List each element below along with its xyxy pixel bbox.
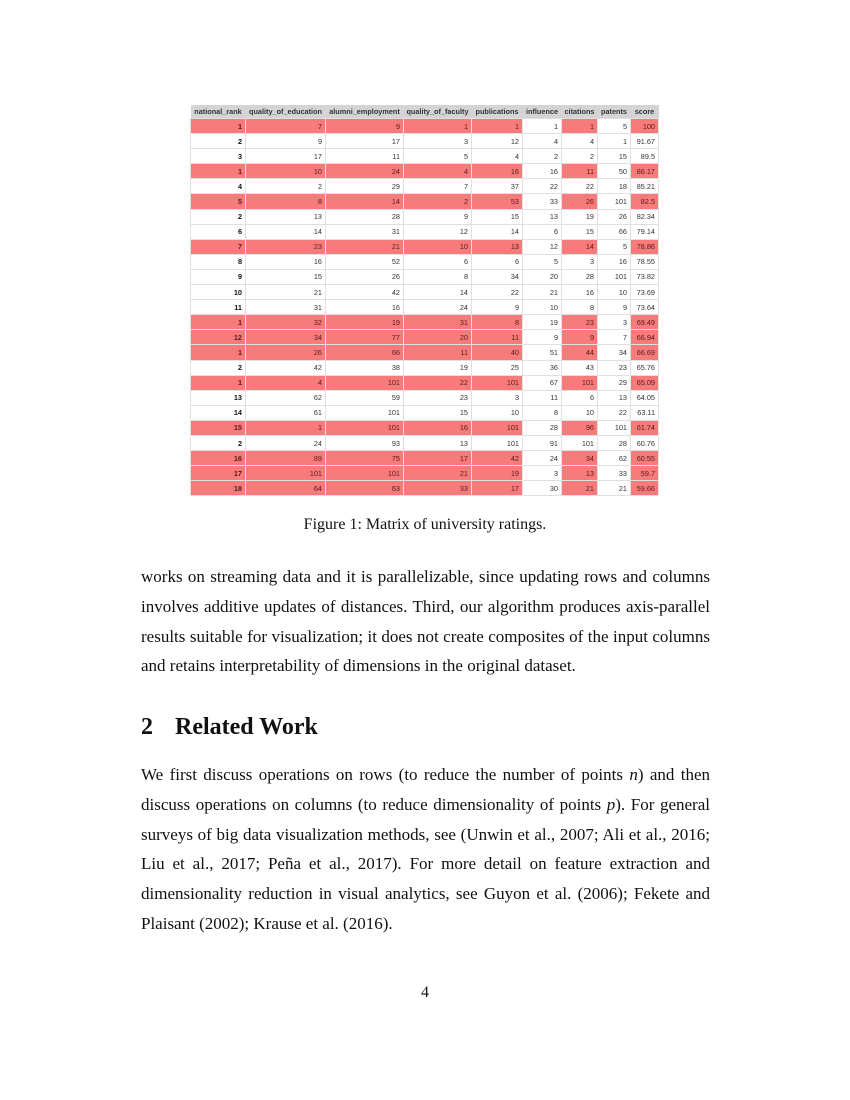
- table-cell: 22: [598, 405, 631, 420]
- table-cell: 59: [326, 390, 404, 405]
- table-cell: 24: [326, 164, 404, 179]
- table-cell: 42: [472, 451, 523, 466]
- table-cell: 25: [472, 360, 523, 375]
- body-paragraph: [141, 760, 710, 939]
- table-cell: 32: [246, 315, 326, 330]
- table-cell: 75: [326, 451, 404, 466]
- table-row: [191, 330, 659, 345]
- table-cell: 21: [326, 239, 404, 254]
- table-cell: 69.49: [631, 315, 659, 330]
- table-cell: 91: [523, 435, 562, 450]
- table-cell: 31: [246, 300, 326, 315]
- table-cell: 13: [472, 239, 523, 254]
- table-row: [191, 119, 659, 134]
- table-row: [191, 179, 659, 194]
- table-cell: 22: [404, 375, 472, 390]
- table-cell: 18: [598, 179, 631, 194]
- table-cell: 78.55: [631, 254, 659, 269]
- table-cell: 8: [523, 405, 562, 420]
- table-cell: 66.69: [631, 345, 659, 360]
- table-cell: 86.17: [631, 164, 659, 179]
- table-cell: 73.64: [631, 300, 659, 315]
- table-cell: 33: [598, 466, 631, 481]
- table-cell: 82.34: [631, 209, 659, 224]
- table-cell: 3: [404, 134, 472, 149]
- table-cell: 21: [246, 285, 326, 300]
- table-cell: 62: [598, 451, 631, 466]
- table-cell: 1: [191, 315, 246, 330]
- table-cell: 10: [598, 285, 631, 300]
- table-cell: 24: [523, 451, 562, 466]
- table-cell: 73.82: [631, 269, 659, 284]
- table-cell: 5: [598, 119, 631, 134]
- table-cell: 101: [598, 269, 631, 284]
- table-row: [191, 149, 659, 164]
- table-cell: 7: [246, 119, 326, 134]
- table-cell: 19: [404, 360, 472, 375]
- table-cell: 15: [246, 269, 326, 284]
- table-cell: 10: [191, 285, 246, 300]
- table-cell: 77: [326, 330, 404, 345]
- table-row: [191, 451, 659, 466]
- table-cell: 14: [562, 239, 598, 254]
- table-cell: 1: [191, 375, 246, 390]
- table-cell: 15: [191, 420, 246, 435]
- university-ratings-table: [190, 105, 659, 496]
- table-cell: 16: [523, 164, 562, 179]
- table-cell: 13: [246, 209, 326, 224]
- table-row: [191, 134, 659, 149]
- table-cell: 3: [562, 254, 598, 269]
- table-cell: 31: [326, 224, 404, 239]
- table-cell: 22: [472, 285, 523, 300]
- table-cell: 14: [246, 224, 326, 239]
- table-row: [191, 285, 659, 300]
- table-cell: 101: [326, 420, 404, 435]
- table-cell: 3: [523, 466, 562, 481]
- table-cell: 101: [326, 375, 404, 390]
- table-cell: 101: [598, 420, 631, 435]
- table-row: [191, 481, 659, 496]
- table-cell: 1: [598, 134, 631, 149]
- table-cell: 64.05: [631, 390, 659, 405]
- table-cell: 2: [191, 134, 246, 149]
- table-cell: 1: [191, 119, 246, 134]
- table-cell: 34: [598, 345, 631, 360]
- table-cell: 8: [562, 300, 598, 315]
- table-cell: 63: [326, 481, 404, 496]
- table-cell: 1: [562, 119, 598, 134]
- table-cell: 20: [404, 330, 472, 345]
- table-cell: 16: [326, 300, 404, 315]
- table-cell: 42: [326, 285, 404, 300]
- table-cell: 9: [562, 330, 598, 345]
- table-cell: 59.66: [631, 481, 659, 496]
- table-row: [191, 224, 659, 239]
- table-cell: 2: [246, 179, 326, 194]
- table-row: [191, 254, 659, 269]
- table-cell: 13: [562, 466, 598, 481]
- table-cell: 37: [472, 179, 523, 194]
- table-cell: 6: [404, 254, 472, 269]
- table-cell: 101: [326, 405, 404, 420]
- table-cell: 11: [191, 300, 246, 315]
- table-cell: 10: [562, 405, 598, 420]
- table-cell: 9: [404, 209, 472, 224]
- table-cell: 96: [562, 420, 598, 435]
- table-cell: 2: [523, 149, 562, 164]
- table-cell: 31: [404, 315, 472, 330]
- table-cell: 59.7: [631, 466, 659, 481]
- table-cell: 22: [562, 179, 598, 194]
- table-row: [191, 360, 659, 375]
- table-row: [191, 194, 659, 209]
- table-cell: 13: [404, 435, 472, 450]
- table-cell: 21: [562, 481, 598, 496]
- column-header: publications: [472, 105, 523, 119]
- table-cell: 7: [404, 179, 472, 194]
- table-cell: 61: [246, 405, 326, 420]
- table-cell: 101: [472, 420, 523, 435]
- table-cell: 14: [191, 405, 246, 420]
- table-cell: 8: [246, 194, 326, 209]
- table-cell: 28: [523, 420, 562, 435]
- table-cell: 9: [472, 300, 523, 315]
- table-cell: 6: [523, 224, 562, 239]
- table-header-row: [191, 105, 659, 119]
- table-cell: 91.67: [631, 134, 659, 149]
- table-cell: 23: [598, 360, 631, 375]
- table-cell: 5: [404, 149, 472, 164]
- table-cell: 21: [598, 481, 631, 496]
- table-cell: 19: [472, 466, 523, 481]
- table-cell: 60.76: [631, 435, 659, 450]
- figure-caption: Figure 1: Matrix of university ratings.: [303, 516, 547, 533]
- table-cell: 2: [191, 435, 246, 450]
- table-cell: 66: [598, 224, 631, 239]
- table-cell: 14: [472, 224, 523, 239]
- table-cell: 16: [191, 451, 246, 466]
- column-header: score: [631, 105, 659, 119]
- table-cell: 33: [523, 194, 562, 209]
- table-cell: 28: [562, 269, 598, 284]
- table-cell: 79.14: [631, 224, 659, 239]
- table-cell: 52: [326, 254, 404, 269]
- table-cell: 64: [246, 481, 326, 496]
- table-cell: 63.11: [631, 405, 659, 420]
- table-cell: 5: [598, 239, 631, 254]
- column-header: quality_of_faculty: [404, 105, 472, 119]
- table-cell: 85.21: [631, 179, 659, 194]
- table-row: [191, 435, 659, 450]
- table-cell: 2: [562, 149, 598, 164]
- table-cell: 2: [191, 209, 246, 224]
- table-cell: 13: [523, 209, 562, 224]
- table-cell: 42: [246, 360, 326, 375]
- table-cell: 100: [631, 119, 659, 134]
- table-cell: 65.76: [631, 360, 659, 375]
- table-cell: 34: [472, 269, 523, 284]
- table-cell: 9: [523, 330, 562, 345]
- table-cell: 65.09: [631, 375, 659, 390]
- table-cell: 1: [472, 119, 523, 134]
- table-cell: 73.69: [631, 285, 659, 300]
- table-cell: 1: [246, 420, 326, 435]
- table-cell: 11: [562, 164, 598, 179]
- table-cell: 101: [598, 194, 631, 209]
- table-cell: 2: [191, 360, 246, 375]
- table-cell: 36: [523, 360, 562, 375]
- table-cell: 101: [562, 435, 598, 450]
- table-row: [191, 209, 659, 224]
- column-header: quality_of_education: [246, 105, 326, 119]
- table-cell: 26: [326, 269, 404, 284]
- table-cell: 13: [598, 390, 631, 405]
- table-cell: 60.55: [631, 451, 659, 466]
- column-header: citations: [562, 105, 598, 119]
- column-header: national_rank: [191, 105, 246, 119]
- table-cell: 17: [472, 481, 523, 496]
- math-variable: p: [606, 794, 616, 814]
- table-cell: 6: [472, 254, 523, 269]
- table-cell: 3: [598, 315, 631, 330]
- table-row: [191, 300, 659, 315]
- table-cell: 13: [191, 390, 246, 405]
- table-cell: 101: [562, 375, 598, 390]
- table-cell: 22: [523, 179, 562, 194]
- math-variable: n: [629, 765, 638, 784]
- table-cell: 66: [326, 345, 404, 360]
- table-cell: 6: [191, 224, 246, 239]
- table-cell: 16: [246, 254, 326, 269]
- text-run: ). For general surveys of big data visualization methods, see (Unwin et al., 2007; Ali et al., 2016; Liu et al., 2017; Peña et al., 2017). For more detail on feature extraction and dimensionality reduction in visual analytics, see Guyon et al. (2006); Fekete and Plaisant (2002); Krause et al. (2016).: [141, 794, 710, 933]
- table-cell: 21: [404, 466, 472, 481]
- table-cell: 10: [404, 239, 472, 254]
- table-cell: 9: [191, 269, 246, 284]
- table-cell: 16: [562, 285, 598, 300]
- table-row: [191, 164, 659, 179]
- table-cell: 101: [472, 435, 523, 450]
- table-cell: 5: [191, 194, 246, 209]
- table-cell: 15: [598, 149, 631, 164]
- table-cell: 4: [562, 134, 598, 149]
- table-cell: 44: [562, 345, 598, 360]
- table-cell: 34: [562, 451, 598, 466]
- column-header: influence: [523, 105, 562, 119]
- table-cell: 9: [246, 134, 326, 149]
- table-cell: 1: [523, 119, 562, 134]
- table-cell: 9: [326, 119, 404, 134]
- table-cell: 11: [326, 149, 404, 164]
- table-row: [191, 405, 659, 420]
- table-cell: 4: [191, 179, 246, 194]
- table-cell: 7: [191, 239, 246, 254]
- table-row: [191, 466, 659, 481]
- table-cell: 3: [191, 149, 246, 164]
- table-cell: 17: [404, 451, 472, 466]
- table-cell: 24: [404, 300, 472, 315]
- table-cell: 4: [523, 134, 562, 149]
- table-row: [191, 420, 659, 435]
- table-cell: 8: [191, 254, 246, 269]
- text-run: We first discuss operations on rows (to reduce the number of points: [141, 765, 630, 784]
- section-heading: [141, 714, 318, 741]
- table-cell: 101: [472, 375, 523, 390]
- table-cell: 26: [598, 209, 631, 224]
- table-cell: 29: [326, 179, 404, 194]
- table-cell: 16: [404, 420, 472, 435]
- table-cell: 4: [246, 375, 326, 390]
- table-row: [191, 390, 659, 405]
- table-cell: 89.5: [631, 149, 659, 164]
- table-cell: 18: [191, 481, 246, 496]
- table-cell: 34: [246, 330, 326, 345]
- table-cell: 23: [404, 390, 472, 405]
- table-cell: 19: [326, 315, 404, 330]
- section-number: 2: [141, 714, 153, 740]
- column-header: patents: [598, 105, 631, 119]
- table-cell: 17: [326, 134, 404, 149]
- table-cell: 6: [562, 390, 598, 405]
- table-cell: 16: [598, 254, 631, 269]
- table-cell: 1: [191, 345, 246, 360]
- body-paragraph: works on streaming data and it is parallelizable, since updating rows and columns involves additive updates of distances. Third, our algorithm produces axis-parallel results suitable for visualization; it does not create composites of the input columns and retains interpretability of dimensions in the original dataset.: [141, 567, 710, 676]
- table-row: [191, 375, 659, 390]
- table-cell: 26: [246, 345, 326, 360]
- table-cell: 12: [523, 239, 562, 254]
- table-cell: 28: [326, 209, 404, 224]
- table-cell: 16: [472, 164, 523, 179]
- table-cell: 11: [404, 345, 472, 360]
- table-cell: 14: [326, 194, 404, 209]
- text-run: ) and then discuss operations on columns (to reduce dimensionality of points: [141, 765, 710, 814]
- table-cell: 3: [472, 390, 523, 405]
- table-cell: 21: [523, 285, 562, 300]
- table-cell: 29: [598, 375, 631, 390]
- column-header: alumni_employment: [326, 105, 404, 119]
- table-cell: 10: [246, 164, 326, 179]
- table-cell: 4: [472, 149, 523, 164]
- table-cell: 38: [326, 360, 404, 375]
- table-row: [191, 269, 659, 284]
- table-cell: 28: [598, 435, 631, 450]
- table-cell: 17: [246, 149, 326, 164]
- table-cell: 20: [523, 269, 562, 284]
- table-cell: 23: [562, 315, 598, 330]
- table-cell: 62: [246, 390, 326, 405]
- table-cell: 4: [404, 164, 472, 179]
- table-cell: 17: [191, 466, 246, 481]
- table-cell: 10: [472, 405, 523, 420]
- table-cell: 51: [523, 345, 562, 360]
- table-cell: 14: [404, 285, 472, 300]
- table-cell: 53: [472, 194, 523, 209]
- table-cell: 11: [523, 390, 562, 405]
- table-cell: 15: [562, 224, 598, 239]
- table-cell: 61.74: [631, 420, 659, 435]
- table-cell: 66.94: [631, 330, 659, 345]
- table-cell: 101: [246, 466, 326, 481]
- table-cell: 40: [472, 345, 523, 360]
- table-cell: 10: [523, 300, 562, 315]
- table-cell: 30: [523, 481, 562, 496]
- section-title: Related Work: [175, 714, 318, 740]
- table-cell: 15: [404, 405, 472, 420]
- table-cell: 33: [404, 481, 472, 496]
- page-number: 4: [421, 984, 429, 1001]
- table-cell: 19: [562, 209, 598, 224]
- table-row: [191, 345, 659, 360]
- table-cell: 15: [472, 209, 523, 224]
- table-cell: 7: [598, 330, 631, 345]
- table-cell: 5: [523, 254, 562, 269]
- table-cell: 101: [326, 466, 404, 481]
- table-cell: 82.5: [631, 194, 659, 209]
- table-cell: 19: [523, 315, 562, 330]
- table-cell: 9: [598, 300, 631, 315]
- table-cell: 23: [246, 239, 326, 254]
- table-cell: 1: [404, 119, 472, 134]
- table-cell: 11: [472, 330, 523, 345]
- table-cell: 93: [326, 435, 404, 450]
- table-cell: 1: [191, 164, 246, 179]
- table-cell: 12: [472, 134, 523, 149]
- table-row: [191, 315, 659, 330]
- table-row: [191, 239, 659, 254]
- table-cell: 78.86: [631, 239, 659, 254]
- table-cell: 24: [246, 435, 326, 450]
- table-cell: 8: [404, 269, 472, 284]
- table-cell: 89: [246, 451, 326, 466]
- table-cell: 12: [191, 330, 246, 345]
- table-cell: 43: [562, 360, 598, 375]
- table-cell: 50: [598, 164, 631, 179]
- table-cell: 12: [404, 224, 472, 239]
- table-cell: 8: [472, 315, 523, 330]
- table-cell: 2: [404, 194, 472, 209]
- table-cell: 26: [562, 194, 598, 209]
- table-cell: 67: [523, 375, 562, 390]
